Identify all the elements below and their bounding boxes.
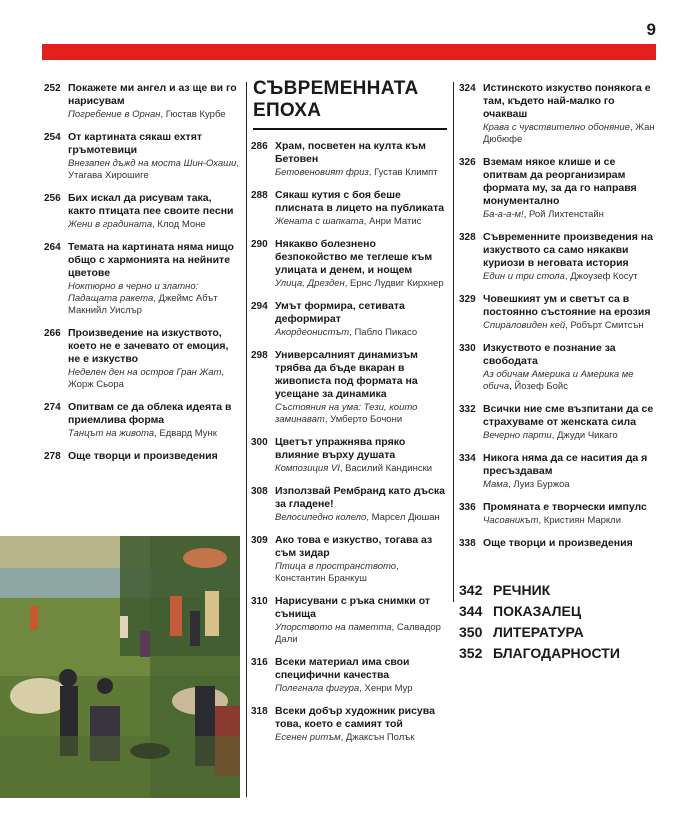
toc-entry: [44, 450, 240, 463]
artist-name: , Пабло Пикасо: [349, 327, 418, 338]
artwork-title: Ноктюрно в черно и златно: Падащата ракета: [68, 281, 199, 304]
toc-entry: [459, 342, 657, 393]
toc-entry-subtitle: [483, 515, 657, 527]
back-matter-label: РЕЧНИК: [493, 582, 551, 598]
artwork-title: Улица, Дрезден: [275, 278, 345, 289]
toc-entry-title: Опитвам се да облека идеята в приемлива форма: [68, 401, 232, 426]
toc-entry: [44, 327, 240, 391]
toc-entry: [459, 452, 657, 491]
toc-entry-page-number: 254: [44, 132, 61, 143]
toc-entry-page-number: 252: [44, 83, 61, 94]
toc-entry: [251, 140, 447, 179]
section-title-line-1: СЪВРЕМЕННАТА: [253, 78, 419, 99]
toc-entry-content: [483, 452, 657, 491]
toc-entry-page-number: 288: [251, 190, 268, 201]
toc-column-3: [459, 82, 657, 664]
toc-entry-subtitle: [275, 327, 447, 339]
artwork-title: Упорството на паметта: [275, 622, 392, 633]
toc-entry: [251, 595, 447, 646]
toc-entry-subtitle: [275, 278, 447, 290]
toc-entry: [459, 501, 657, 527]
artist-name: , Джаксън Полък: [340, 732, 415, 743]
toc-entry-subtitle: [275, 622, 447, 646]
back-matter-page-number: 350: [459, 624, 483, 640]
toc-entry-title: Вземам някое клише и се опитвам да реорганизирам формата му, за да го направя монументално: [483, 156, 637, 207]
toc-entry-content: [275, 485, 447, 524]
artwork-title: Бетовеновият фриз: [275, 167, 369, 178]
toc-entry-title: Темата на картината няма нищо общо с хармонията на нейните цветове: [68, 241, 234, 279]
artwork-title: Аз обичам Америка и Америка ме обича: [483, 369, 634, 392]
toc-entry-content: [275, 140, 447, 179]
back-matter-item: [459, 622, 657, 643]
toc-entry: [459, 537, 657, 550]
toc-entry-content: [68, 192, 240, 231]
toc-entry-title: Бих искал да рисувам така, както птицата пее своите песни: [68, 192, 234, 217]
back-matter-item: [459, 580, 657, 601]
toc-entry-page-number: 300: [251, 437, 268, 448]
toc-entry-subtitle: [68, 109, 240, 121]
toc-entry-page-number: 286: [251, 141, 268, 152]
toc-entry-content: [483, 82, 657, 146]
toc-entry: [251, 300, 447, 339]
toc-entry-title: Всеки материал има свои специфични качества: [275, 656, 410, 681]
toc-entry-content: [275, 189, 447, 228]
toc-entry-content: [68, 450, 240, 463]
toc-entry-title: Нарисувани с ръка снимки от сънища: [275, 595, 431, 620]
toc-entry-subtitle: [483, 320, 657, 332]
toc-entry-content: [275, 349, 447, 426]
toc-entry-page-number: 328: [459, 232, 476, 243]
artist-name: , Константин Бранкуш: [275, 561, 399, 584]
artwork-title: Часовникът: [483, 515, 539, 526]
back-matter-page-number: 342: [459, 582, 483, 598]
toc-entry: [251, 534, 447, 585]
toc-entry-page-number: 274: [44, 402, 61, 413]
toc-entry-page-number: 329: [459, 294, 476, 305]
back-matter-label: БЛАГОДАРНОСТИ: [493, 645, 620, 661]
section-title-line-2: ЕПОХА: [253, 100, 322, 121]
toc-entry: [459, 82, 657, 146]
artwork-title: Погребение в Орнан: [68, 109, 161, 120]
toc-entry-subtitle: [275, 732, 447, 744]
toc-entry-content: [483, 501, 657, 527]
toc-entry-subtitle: [275, 683, 447, 695]
header-red-band: [42, 44, 656, 60]
toc-entry: [251, 238, 447, 290]
toc-entry: [251, 485, 447, 524]
back-matter-list: [459, 580, 657, 664]
toc-entry-subtitle: [68, 367, 240, 391]
toc-entry-title: Човешкият ум и светът са в постоянно състояние на ерозия: [483, 293, 651, 318]
toc-entry-page-number: 332: [459, 404, 476, 415]
toc-entry-page-number: 338: [459, 538, 476, 549]
toc-entry-subtitle: [483, 369, 657, 393]
toc-entry-page-number: 256: [44, 193, 61, 204]
toc-entry: [44, 131, 240, 182]
artwork-title: Есенен ритъм: [275, 732, 341, 743]
toc-entry-subtitle: [68, 158, 240, 182]
toc-entry-page-number: 294: [251, 301, 268, 312]
toc-entry: [44, 241, 240, 317]
artwork-title: Жената с шапката: [275, 216, 364, 227]
toc-entry-page-number: 309: [251, 535, 268, 546]
artwork-title: Състояния на ума: Тези, които заминават: [275, 402, 418, 425]
artwork-title: Крава с чувствително обоняние: [483, 122, 630, 133]
page-number: 9: [646, 20, 656, 39]
toc-column-1: [44, 82, 240, 473]
toc-entry-title: Умът формира, сетивата деформират: [275, 300, 405, 325]
artwork-title: Акордеонистът: [275, 327, 350, 338]
toc-entry-page-number: 326: [459, 157, 476, 168]
toc-entry-subtitle: [68, 219, 240, 231]
toc-entry-subtitle: [275, 167, 447, 179]
toc-entry-title: Изкуството е познание за свободата: [483, 342, 616, 367]
toc-entry-content: [483, 293, 657, 332]
artist-name: , Гюстав Курбе: [160, 109, 226, 120]
artist-name: , Утагава Хирошиге: [68, 158, 239, 181]
toc-entry-page-number: 310: [251, 596, 268, 607]
toc-entry-content: [483, 156, 657, 221]
toc-entry-subtitle: [68, 281, 240, 317]
artist-name: , Анри Матис: [363, 216, 422, 227]
toc-entry: [459, 231, 657, 283]
toc-entry-content: [483, 342, 657, 393]
toc-entry: [44, 192, 240, 231]
toc-entry-title: Храм, посветен на култа към Бетовен: [275, 140, 426, 165]
toc-entry-title: Използвай Рембранд като дъска за гладене!: [275, 485, 445, 510]
artwork-title: Мама: [483, 479, 509, 490]
toc-entry-content: [275, 705, 447, 744]
toc-entry-subtitle: [483, 122, 657, 146]
toc-entry-content: [68, 327, 240, 391]
toc-entry: [459, 403, 657, 442]
toc-entry: [459, 156, 657, 221]
section-title-rule: [253, 128, 447, 130]
toc-entry-page-number: 334: [459, 453, 476, 464]
toc-entry-title: Ако това е изкуство, тогава аз съм зидар: [275, 534, 433, 559]
toc-entry-page-number: 324: [459, 83, 476, 94]
toc-entry-title: Универсалният динамизъм трябва да бъде вкаран в живописта под формата на усещане за динамика: [275, 349, 418, 400]
toc-entry-title: Цветът упражнява пряко влияние върху душата: [275, 436, 406, 461]
toc-entry-subtitle: [275, 561, 447, 585]
toc-entry-subtitle: [483, 479, 657, 491]
artist-name: , Луиз Буржоа: [508, 479, 570, 490]
toc-entry-page-number: 308: [251, 486, 268, 497]
artwork-title: Неделен ден на остров Гран Жат: [68, 367, 222, 378]
toc-entry-page-number: 330: [459, 343, 476, 354]
artwork-title: Танцът на живота: [68, 428, 155, 439]
toc-entry-content: [483, 537, 657, 550]
toc-entry-content: [275, 595, 447, 646]
artist-name: , Йозеф Бойс: [509, 381, 568, 392]
artwork-title: Спираловиден кей: [483, 320, 566, 331]
artist-name: , Клод Моне: [152, 219, 206, 230]
toc-entry-content: [483, 403, 657, 442]
artist-name: , Салвадор Дали: [275, 622, 441, 645]
section-title: [253, 78, 447, 122]
toc-entry-content: [275, 436, 447, 475]
toc-entry-subtitle: [483, 430, 657, 442]
toc-entry-content: [275, 238, 447, 290]
toc-entry-page-number: 298: [251, 350, 268, 361]
toc-entry: [251, 189, 447, 228]
toc-entry-title: Всички ние сме възпитани да се страхуваме от женската сила: [483, 403, 654, 428]
back-matter-label: ЛИТЕРАТУРА: [493, 624, 584, 640]
artist-name: , Робърт Смитсън: [565, 320, 644, 331]
artwork-title: Един и три стола: [483, 271, 565, 282]
toc-entry-title: Произведение на изкуството, което не е зачевато от емоция, не е изкуство: [68, 327, 229, 365]
back-matter-item: [459, 601, 657, 622]
toc-entry-subtitle: [275, 402, 447, 426]
toc-entry-subtitle: [275, 216, 447, 228]
toc-entry-title: От картината сякаш ехтят гръмотевици: [68, 131, 202, 156]
toc-entry-title: Промяната е творчески импулс: [483, 501, 647, 513]
toc-entry-content: [275, 656, 447, 695]
toc-entry-page-number: 266: [44, 328, 61, 339]
artwork-title: Ба-а-а-м!: [483, 209, 524, 220]
toc-entry-page-number: 318: [251, 706, 268, 717]
artist-name: , Рой Лихтенстайн: [523, 209, 604, 220]
artist-name: , Ернс Лудвиг Кирхнер: [344, 278, 444, 289]
artist-name: , Едвард Мунк: [154, 428, 217, 439]
artist-name: , Джуди Чикаго: [551, 430, 618, 441]
toc-entry-page-number: 278: [44, 451, 61, 462]
toc-entry-page-number: 264: [44, 242, 61, 253]
artwork-title: Полегнала фигура: [275, 683, 360, 694]
artist-name: , Густав Климпт: [368, 167, 438, 178]
toc-entry-title: Още творци и произведения: [483, 537, 633, 549]
artwork-title: Жени в градината: [68, 219, 153, 230]
toc-entry-page-number: 316: [251, 657, 268, 668]
toc-entry-title: Съвременните произведения на изкуството са само някакви куриози в неговата история: [483, 231, 653, 269]
artist-name: , Василий Кандински: [339, 463, 433, 474]
artwork-title: Птица в пространството: [275, 561, 397, 572]
toc-entry-title: Още творци и произведения: [68, 450, 218, 462]
toc-entry-title: Някакво болезнено безпокойство ме теглеше към улицата и денем, и нощем: [275, 238, 433, 276]
back-matter-page-number: 352: [459, 645, 483, 661]
toc-entry-content: [68, 82, 240, 121]
toc-entry-title: Истинското изкуство понякога е там, където най-малко го очакваш: [483, 82, 651, 120]
toc-entry-title: Покажете ми ангел и аз ще ви го нарисувам: [68, 82, 237, 107]
artist-name: , Марсел Дюшан: [366, 512, 440, 523]
toc-entry-page-number: 336: [459, 502, 476, 513]
artwork-title: Внезапен дъжд на моста Шин-Охаши: [68, 158, 237, 169]
toc-entry-title: Всеки добър художник рисува това, което е самият той: [275, 705, 435, 730]
column-divider: [246, 82, 247, 797]
artwork-title: Велосипедно колело: [275, 512, 367, 523]
toc-entry-subtitle: [275, 463, 447, 475]
back-matter-page-number: 344: [459, 603, 483, 619]
toc-entry-title: Сякаш кутия с боя беше плисната в лицето на публиката: [275, 189, 445, 214]
toc-entry-content: [275, 534, 447, 585]
toc-entry: [459, 293, 657, 332]
toc-entry: [251, 656, 447, 695]
back-matter-item: [459, 643, 657, 664]
toc-entry-subtitle: [275, 512, 447, 524]
toc-entry-title: Никога няма да се насития да я пресъздавам: [483, 452, 648, 477]
toc-entry-page-number: 290: [251, 239, 268, 250]
artist-name: , Джоузеф Косут: [564, 271, 638, 282]
seurat-painting-image: [0, 536, 240, 798]
toc-entry-subtitle: [68, 428, 240, 440]
toc-entry-content: [68, 131, 240, 182]
toc-column-2: [251, 78, 447, 754]
artwork-title: Композиция VI: [275, 463, 340, 474]
back-matter-label: ПОКАЗАЛЕЦ: [493, 603, 582, 619]
toc-entry-subtitle: [483, 271, 657, 283]
toc-entry-content: [483, 231, 657, 283]
artwork-title: Вечерно парти: [483, 430, 552, 441]
toc-entry: [44, 401, 240, 440]
toc-entry-subtitle: [483, 209, 657, 221]
artist-name: , Умберто Бочони: [324, 414, 403, 425]
toc-entry-content: [275, 300, 447, 339]
artist-name: , Кристиян Маркли: [538, 515, 622, 526]
toc-entry: [251, 436, 447, 475]
artist-name: , Жорж Сьора: [68, 367, 225, 390]
toc-entry-content: [68, 401, 240, 440]
artist-name: , Жан Дюбюфе: [483, 122, 655, 145]
toc-entry: [251, 349, 447, 426]
toc-entry-content: [68, 241, 240, 317]
artist-name: , Хенри Мур: [359, 683, 413, 694]
artist-name: , Джеймс Абът Макнийл Уислър: [68, 293, 218, 316]
toc-entry: [251, 705, 447, 744]
column-divider: [453, 82, 454, 602]
toc-entry: [44, 82, 240, 121]
